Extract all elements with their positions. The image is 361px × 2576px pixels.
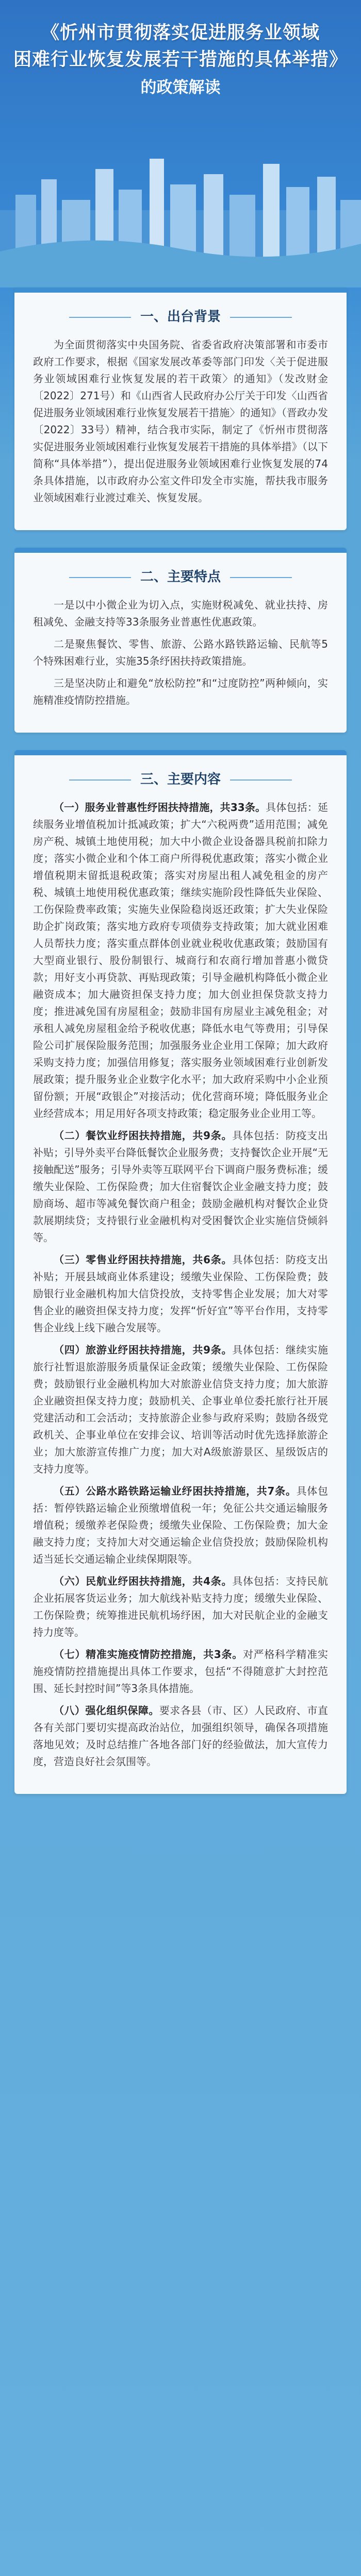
page-title-line-1: 《忻州市贯彻落实促进服务业领域 [41,22,320,43]
content-item-heading: （三）零售业纾困扶持措施，共6条。 [54,1253,233,1266]
section-title: 三、主要内容 [33,769,328,788]
content-item [33,1702,328,1770]
content-item-heading: （七）精准实施疫情防控措施，共3条。 [54,1648,243,1660]
content-item [33,1646,328,1697]
content-item-body: 具体包括：防疫支出补贴；开展县域商业体系建设；缓缴失业保险、工伤保险费；鼓励银行业金融机构加大信贷投放，支持零售企业发展；加大对零售企业的融资担保支持力度；发挥“忻好宜”等平台作用，支持零售企业线上线下融合发展等。 [33,1253,329,1334]
section-title: 一、出台背景 [33,306,328,325]
content-item [33,1342,328,1478]
content-item [33,1483,328,1568]
content-item-body: 具体包括：继续实施旅行社暂退旅游服务质量保证金政策；缓缴失业保险、工伤保险费；鼓励银行业金融机构加大对旅游业信贷支持力度；加大旅游企业融资担保支持力度；鼓励机关、企事业单位委托旅行社开展党建活动和工会活动；支持旅游企业参与政府采购；鼓励各级党政机关、企事业单位在安排会议、培训等活动时优先选择旅游企业；加大旅游宣传推广力度；加大对A级旅游景区、星级饭店的支持力度等。 [33,1344,329,1475]
content-item-body: 具体包括：延续服务业增值税加计抵减政策；扩大“六税两费”适用范围；减免房产税、城镇土地使用税；加大中小微企业设备器具税前扣除力度；落实小微企业和个体工商户所得税优惠政策；落实小微企业增值税期末留抵退税政策；落实对房屋出租人减免租金的房产税、城镇土地使用税优惠政策；继续实施阶段性降低失业保险、工伤保险费率政策；实施失业保险稳岗返还政策；扩大失业保险助企扩岗政策；落实地方政府专项债券支持政策；加大就业困难人员帮扶力度；落实重点群体创业就业税收优惠政策；鼓励国有大型商业银行、股份制银行、城商行和农商行增加普惠小微贷款；用好支小再贷款、再贴现政策；引导金融机构降低小微企业融资成本；加大融资担保支持力度；加大创业担保贷款支持力度；推进减免国有房屋租金；鼓励非国有房屋业主减免租金；对承租人减免房屋租金给予税收优惠；降低水电气等费用；引导保险公司扩展保险服务范围；加强服务业企业用工保障；加大政府采购支持力度；加强信用修复；落实服务业领域困难行业创新发展政策；提升服务业企业数字化水平；加大政府采购中小企业预留份额；开展“政银企”对接活动；优化营商环境；降低服务业企业经营成本；用足用好各项支持政策；稳定服务业企业用工等。 [33,801,329,1120]
content-item-heading: （二）餐饮业纾困扶持措施，共9条。 [54,1129,233,1142]
section-paragraph: 为全面贯彻落实中央国务院、省委省政府决策部署和市委市政府工作要求，根据《国家发展改革委等部门印发〈关于促进服务业领域困难行业恢复发展的若干政策〉的通知》（发改财金〔2022〕271号）和《山西省人民政府办公厅关于印发〈山西省促进服务业领域困难行业恢复发展若干措施〉的通知》（晋政办发〔2022〕33号）精神，结合我市实际，制定了《忻州市贯彻落实促进服务业领域困难行业恢复发展若干措施的具体举措》（以下简称“具体举措”），提出促进服务业领域困难行业恢复发展的74条具体措施，以市政府办公室文件印发全市实施，帮扶我市服务业领域困难行业渡过难关、恢复发展。 [33,338,328,504]
content-item-heading: （四）旅游业纾困扶持措施，共9条。 [54,1344,233,1356]
content-item-body: 具体包括：防疫支出补贴；引导外卖平台降低餐饮企业服务费；支持餐饮企业开展“无接触配送”服务；引导外卖等互联网平台下调商户服务费标准；缓缴失业保险、工伤保险费；加大住宿餐饮企业金融支持力度；鼓励商场、超市等减免餐饮商户租金；鼓励金融机构对餐饮企业贷款展期续贷；支持银行业金融机构对受困餐饮企业实施信贷倾斜等。 [33,1129,329,1244]
section-paragraph: 二是聚焦餐饮、零售、旅游、公路水路铁路运输、民航等5个特殊困难行业，实施35条纾困扶持政策措施。 [33,638,328,667]
header [0,0,361,287]
content-item-body: 要求各县（市、区）人民政府、市直各有关部门要切实提高政治站位，加强组织领导，确保各项措施落地见效；及时总结推广各地各部门好的经验做法，加大宣传力度，营造良好社会氛围等。 [33,1704,329,1768]
section-title: 二、主要特点 [33,566,328,585]
content-item-heading: （五）公路水路铁路运输业纾困扶持措施，共7条。 [54,1485,297,1497]
content-item-heading: （六）民航业纾困扶持措施，共4条。 [54,1575,233,1587]
content-item [33,799,328,1122]
section-paragraph: 三是坚决防止和避免“放松防控”和“过度防控”两种倾向，实施精准疫情防控措施。 [33,677,328,706]
content-item-heading: （八）强化组织保障。 [54,1704,159,1717]
content-item-body: 具体包括：支持民航企业拓展客货运业务；加大航线补贴支持力度；缓缴失业保险、工伤保险费；统筹推进民航机场纾困，加大对民航企业的金融支持力度等。 [33,1575,329,1638]
skyline-illustration [0,133,361,287]
page-subtitle: 的政策解读 [140,78,221,97]
section-paragraph: 一是以中小微企业为切入点，实施财税减免、就业扶持、房租减免、金融支持等33条服务业普惠性优惠政策。 [33,599,328,628]
content-item-body: 具体包括：暂停铁路运输企业预缴增值税一年；免征公共交通运输服务增值税；缓缴养老保险费；缓缴失业保险、工伤保险费；加大金融支持力度；支持加大对交通运输企业信贷投放；鼓励保险机构适当延长交通运输企业续保期限等。 [33,1485,329,1565]
content-item-heading: （一）服务业普惠性纾困扶持措施，共33条。 [54,801,266,814]
section-card-background [14,287,347,530]
content-item [33,1127,328,1246]
page-title-line-2: 困难行业恢复发展若干措施的具体举措》 [13,49,348,70]
content-item [33,1573,328,1641]
section-card-features [14,548,347,733]
content-item-body: 对严格科学精准实施疫情防控措施提出具体工作要求，包括“不得随意扩大封控范围、延长封控时间”等3条具体措施。 [33,1648,328,1694]
content-item [33,1251,328,1336]
section-card-content [14,750,347,1794]
